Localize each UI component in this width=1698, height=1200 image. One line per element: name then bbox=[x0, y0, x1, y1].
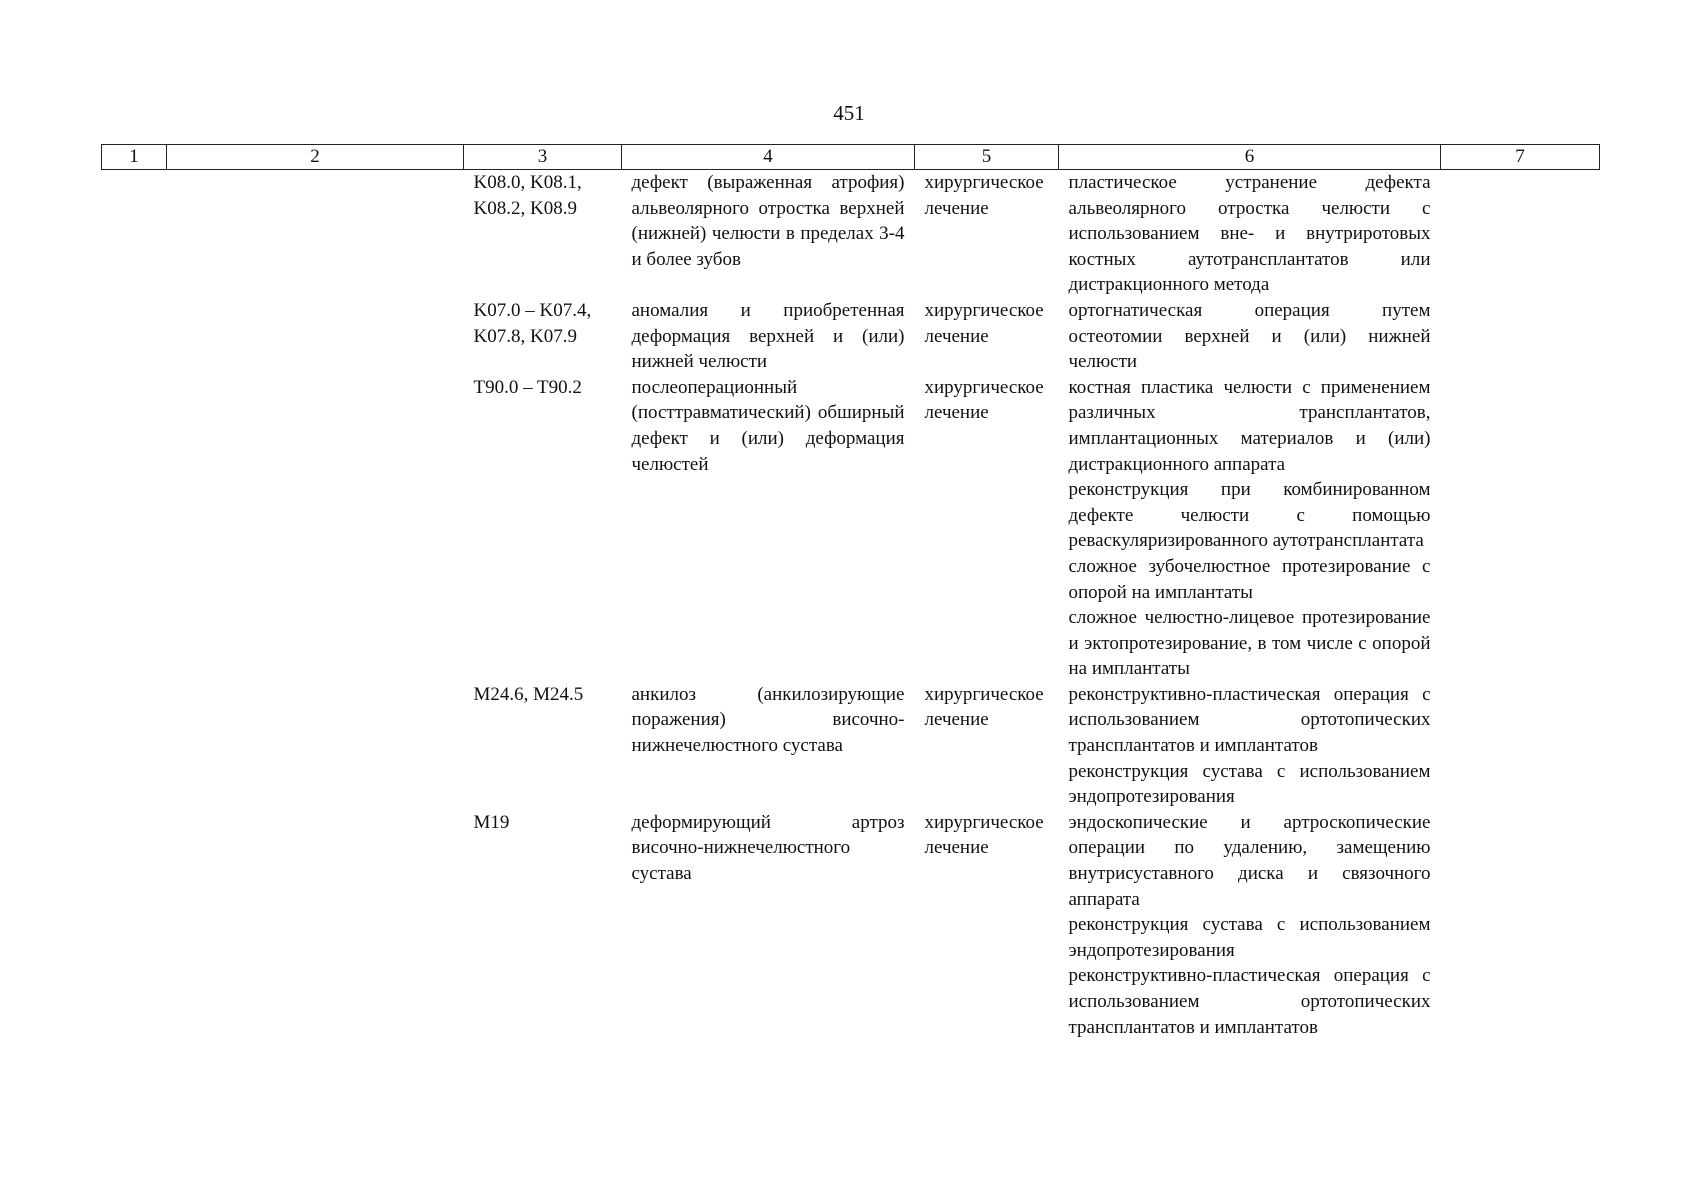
treatment-type: хирургическое лечение bbox=[924, 811, 1044, 859]
table-row bbox=[102, 810, 1600, 1040]
treatment-method: сложное зубочелюстное протезирование с опорой на имплантаты bbox=[1068, 555, 1431, 603]
treatment-type: хирургическое лечение bbox=[924, 683, 1044, 731]
diagnosis-text: анкилоз (анкилозирующие поражения) височно-нижнечелюстного сустава bbox=[631, 683, 905, 757]
column-number-row bbox=[102, 145, 1600, 170]
table-row bbox=[102, 298, 1600, 375]
treatment-method: костная пластика челюсти с применением различных трансплантатов, имплантационных материалов и (или) дистракционного аппарата bbox=[1068, 376, 1431, 475]
treatment-type: хирургическое лечение bbox=[924, 376, 1044, 424]
column-header-4: 4 bbox=[622, 145, 915, 170]
diagnosis-cell bbox=[622, 298, 915, 375]
diagnosis-codes-cell bbox=[464, 375, 622, 682]
column-header-1: 1 bbox=[102, 145, 167, 170]
column-header-7: 7 bbox=[1441, 145, 1600, 170]
treatment-method: реконструкция при комбинированном дефекте челюсти с помощью реваскуляризированного аутотрансплантата bbox=[1068, 479, 1431, 552]
diagnosis-codes: K08.0, K08.1, K08.2, K08.9 bbox=[473, 172, 582, 219]
diagnosis-codes-cell bbox=[464, 682, 622, 810]
diagnosis-text: аномалия и приобретенная деформация верхней и (или) нижней челюсти bbox=[631, 299, 905, 373]
treatment-methods-cell bbox=[1059, 810, 1441, 1040]
treatment-type-cell bbox=[915, 682, 1059, 810]
column-header-3: 3 bbox=[464, 145, 622, 170]
treatment-method: ортогнатическая операция путем остеотомии верхней и (или) нижней челюсти bbox=[1068, 299, 1431, 373]
treatment-type-cell bbox=[915, 298, 1059, 375]
treatment-method: пластическое устранение дефекта альвеолярного отростка челюсти с использованием вне- и внутриротовых костных аутотрансплантатов или дистракционного метода bbox=[1068, 172, 1431, 296]
treatment-table bbox=[101, 144, 1600, 1040]
treatment-method: реконструктивно-пластическая операция с использованием ортотопических трансплантатов и имплантатов bbox=[1068, 965, 1431, 1038]
table-row bbox=[102, 170, 1600, 298]
diagnosis-text: послеоперационный (посттравматический) обширный дефект и (или) деформация челюстей bbox=[631, 376, 905, 475]
diagnosis-codes-cell bbox=[464, 170, 622, 298]
diagnosis-cell bbox=[622, 810, 915, 1040]
treatment-method: реконструкция сустава с использованием эндопротезирования bbox=[1068, 914, 1431, 961]
treatment-methods-cell bbox=[1059, 298, 1441, 375]
diagnosis-codes-cell bbox=[464, 298, 622, 375]
treatment-type: хирургическое лечение bbox=[924, 172, 1044, 219]
treatment-type: хирургическое лечение bbox=[924, 299, 1044, 347]
diagnosis-cell bbox=[622, 682, 915, 810]
diagnosis-text: дефект (выраженная атрофия) альвеолярного отростка верхней (нижней) челюсти в пределах 3-4 и более зубов bbox=[631, 172, 905, 270]
page-number: 451 bbox=[833, 101, 865, 125]
treatment-method: реконструктивно-пластическая операция с использованием ортотопических трансплантатов и имплантатов bbox=[1068, 683, 1431, 757]
table-row bbox=[102, 682, 1600, 810]
treatment-methods-cell bbox=[1059, 375, 1441, 682]
diagnosis-codes: K07.0 – K07.4, K07.8, K07.9 bbox=[473, 299, 592, 347]
table-row bbox=[102, 375, 1600, 682]
treatment-type-cell bbox=[915, 375, 1059, 682]
diagnosis-cell bbox=[622, 375, 915, 682]
treatment-methods-cell bbox=[1059, 682, 1441, 810]
treatment-method: сложное челюстно-лицевое протезирование и эктопротезирование, в том числе с опорой на имплантаты bbox=[1068, 607, 1431, 680]
treatment-type-cell bbox=[915, 810, 1059, 1040]
diagnosis-codes-cell bbox=[464, 810, 622, 1040]
diagnosis-cell bbox=[622, 170, 915, 298]
treatment-type-cell bbox=[915, 170, 1059, 298]
treatment-method: эндоскопические и артроскопические операции по удалению, замещению внутрисуставного диска и связочного аппарата bbox=[1068, 811, 1431, 910]
diagnosis-codes: M19 bbox=[473, 811, 510, 833]
diagnosis-codes: M24.6, M24.5 bbox=[473, 683, 584, 705]
treatment-method: реконструкция сустава с использованием эндопротезирования bbox=[1068, 760, 1431, 808]
column-header-5: 5 bbox=[915, 145, 1059, 170]
diagnosis-text: деформирующий артроз височно-нижнечелюстного сустава bbox=[631, 811, 905, 885]
column-header-2: 2 bbox=[167, 145, 464, 170]
diagnosis-codes: T90.0 – T90.2 bbox=[473, 376, 582, 398]
column-header-6: 6 bbox=[1059, 145, 1441, 170]
treatment-methods-cell bbox=[1059, 170, 1441, 298]
